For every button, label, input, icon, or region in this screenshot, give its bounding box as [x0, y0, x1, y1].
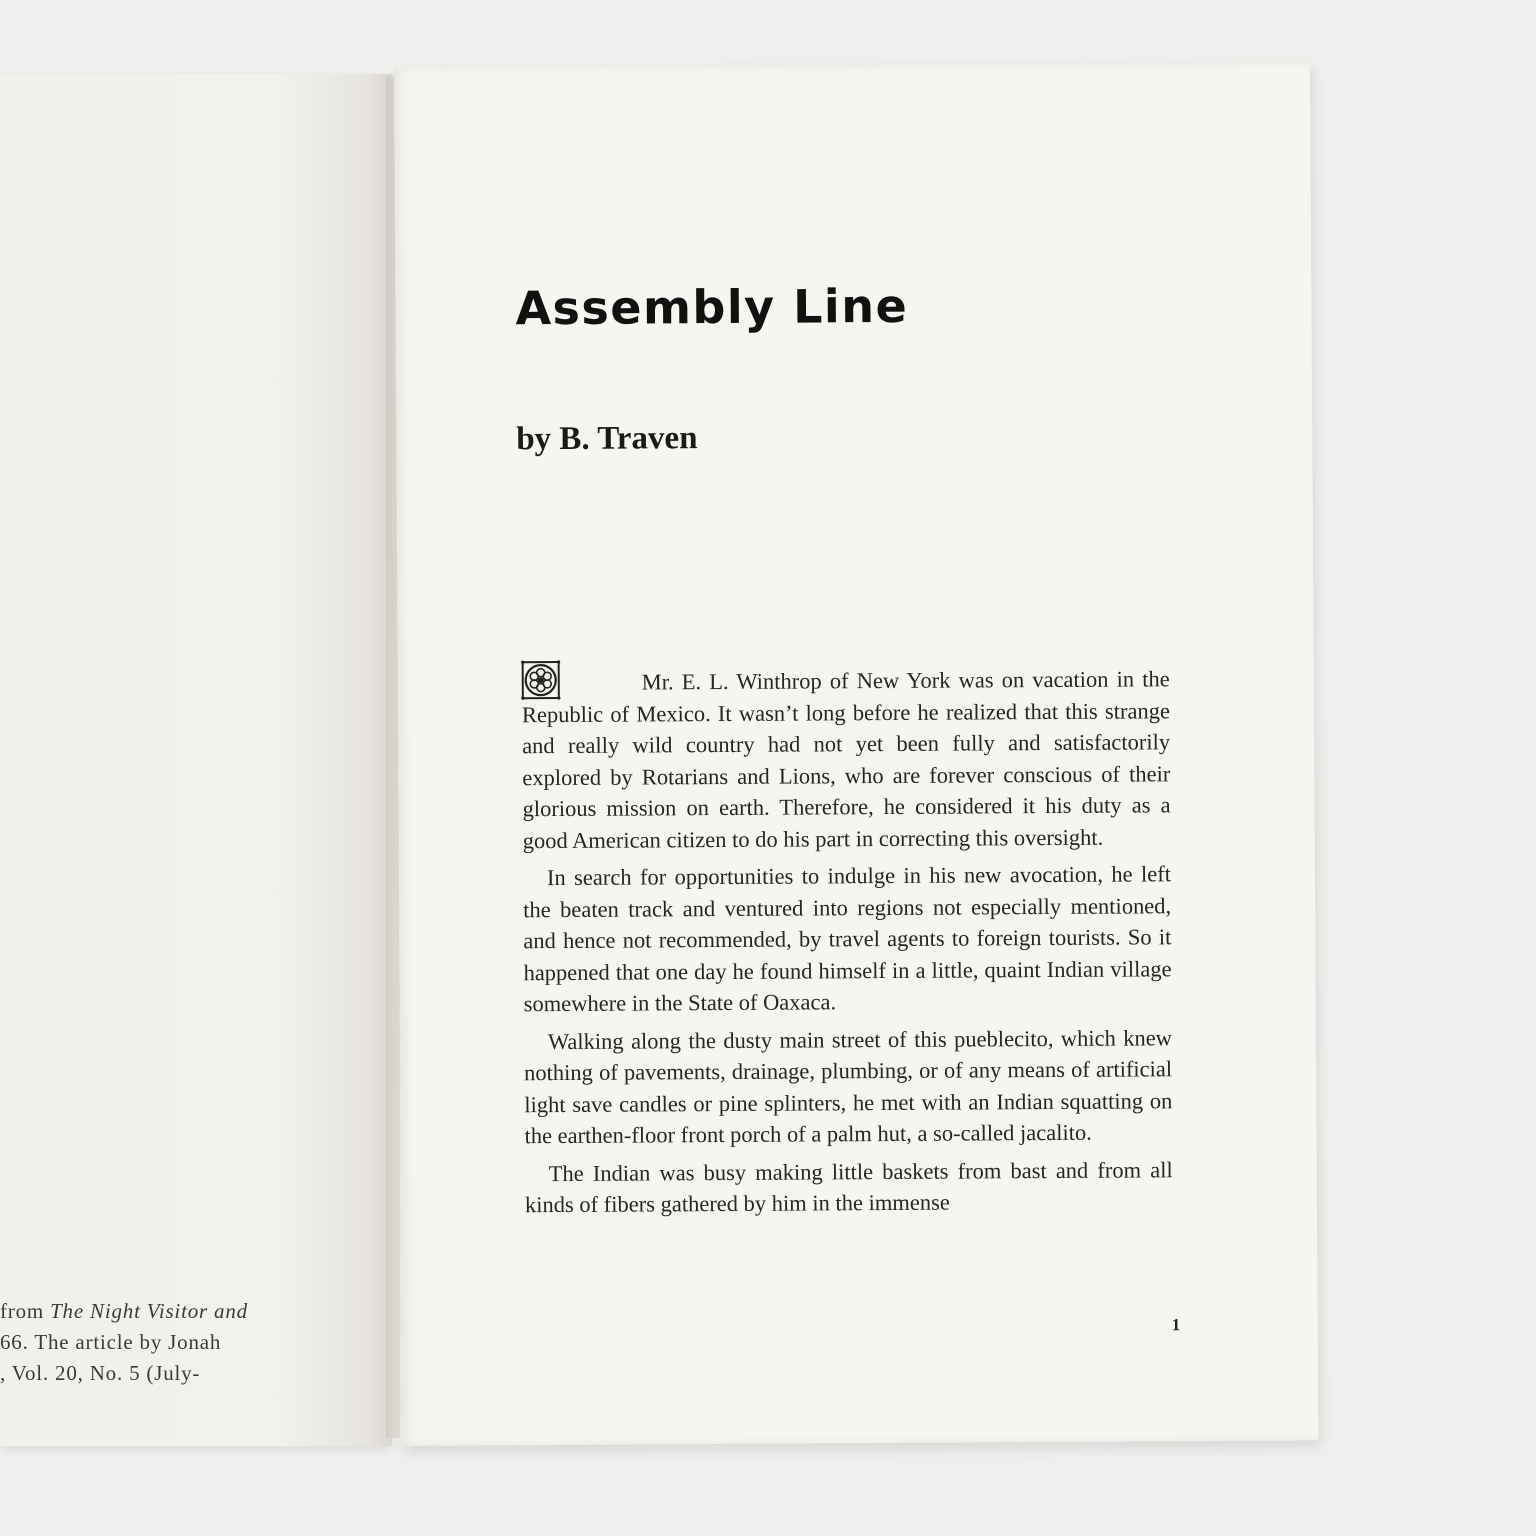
paragraph: The Indian was busy making little baskets from bast and from all kinds of fibers gathered by him in the immense: [524, 1156, 1173, 1218]
paragraph: Mr. E. L. Winthrop of New York was on vacation in the Republic of Mexico. It wasn’t long before he realized that this strange and really wild country had not yet been fully and satisfactorily explored by Rotarians and Lions, who are forever conscious of their glorious mission on earth. Therefore, he considered it his duty as a good American citizen to do his part in correcting this oversight.: [521, 666, 1171, 853]
source-note: [0, 1296, 300, 1389]
right-page: [394, 62, 1318, 1446]
story-title: Assembly Line: [515, 278, 909, 336]
story-author: by B. Traven: [516, 420, 698, 458]
source-note-line: , Vol. 20, No. 5 (July-: [0, 1361, 201, 1385]
page-number: 1: [1171, 1315, 1181, 1335]
paragraph: Walking along the dusty main street of this pueblecito, which knew nothing of pavements, drainage, plumbing, or of any means of artificial light save candles or pine splinters, he met with an Indian squatting on the earthen-floor front porch of a palm hut, a so-called jacalito.: [524, 1024, 1173, 1149]
story-body: [522, 663, 1173, 1226]
left-page: [0, 74, 392, 1446]
source-note-line: 66. The article by Jonah: [0, 1330, 222, 1354]
source-note-line: from The Night Visitor and: [0, 1299, 248, 1323]
paragraph: In search for opportunities to indulge in his new avocation, he left the beaten track and ventured into regions not especially mentioned, and hence not recommended, by travel agents to foreign tourists. So it happened that one day he found himself in a little, quaint Indian village somewhere in the State of Oaxaca.: [523, 861, 1172, 1017]
